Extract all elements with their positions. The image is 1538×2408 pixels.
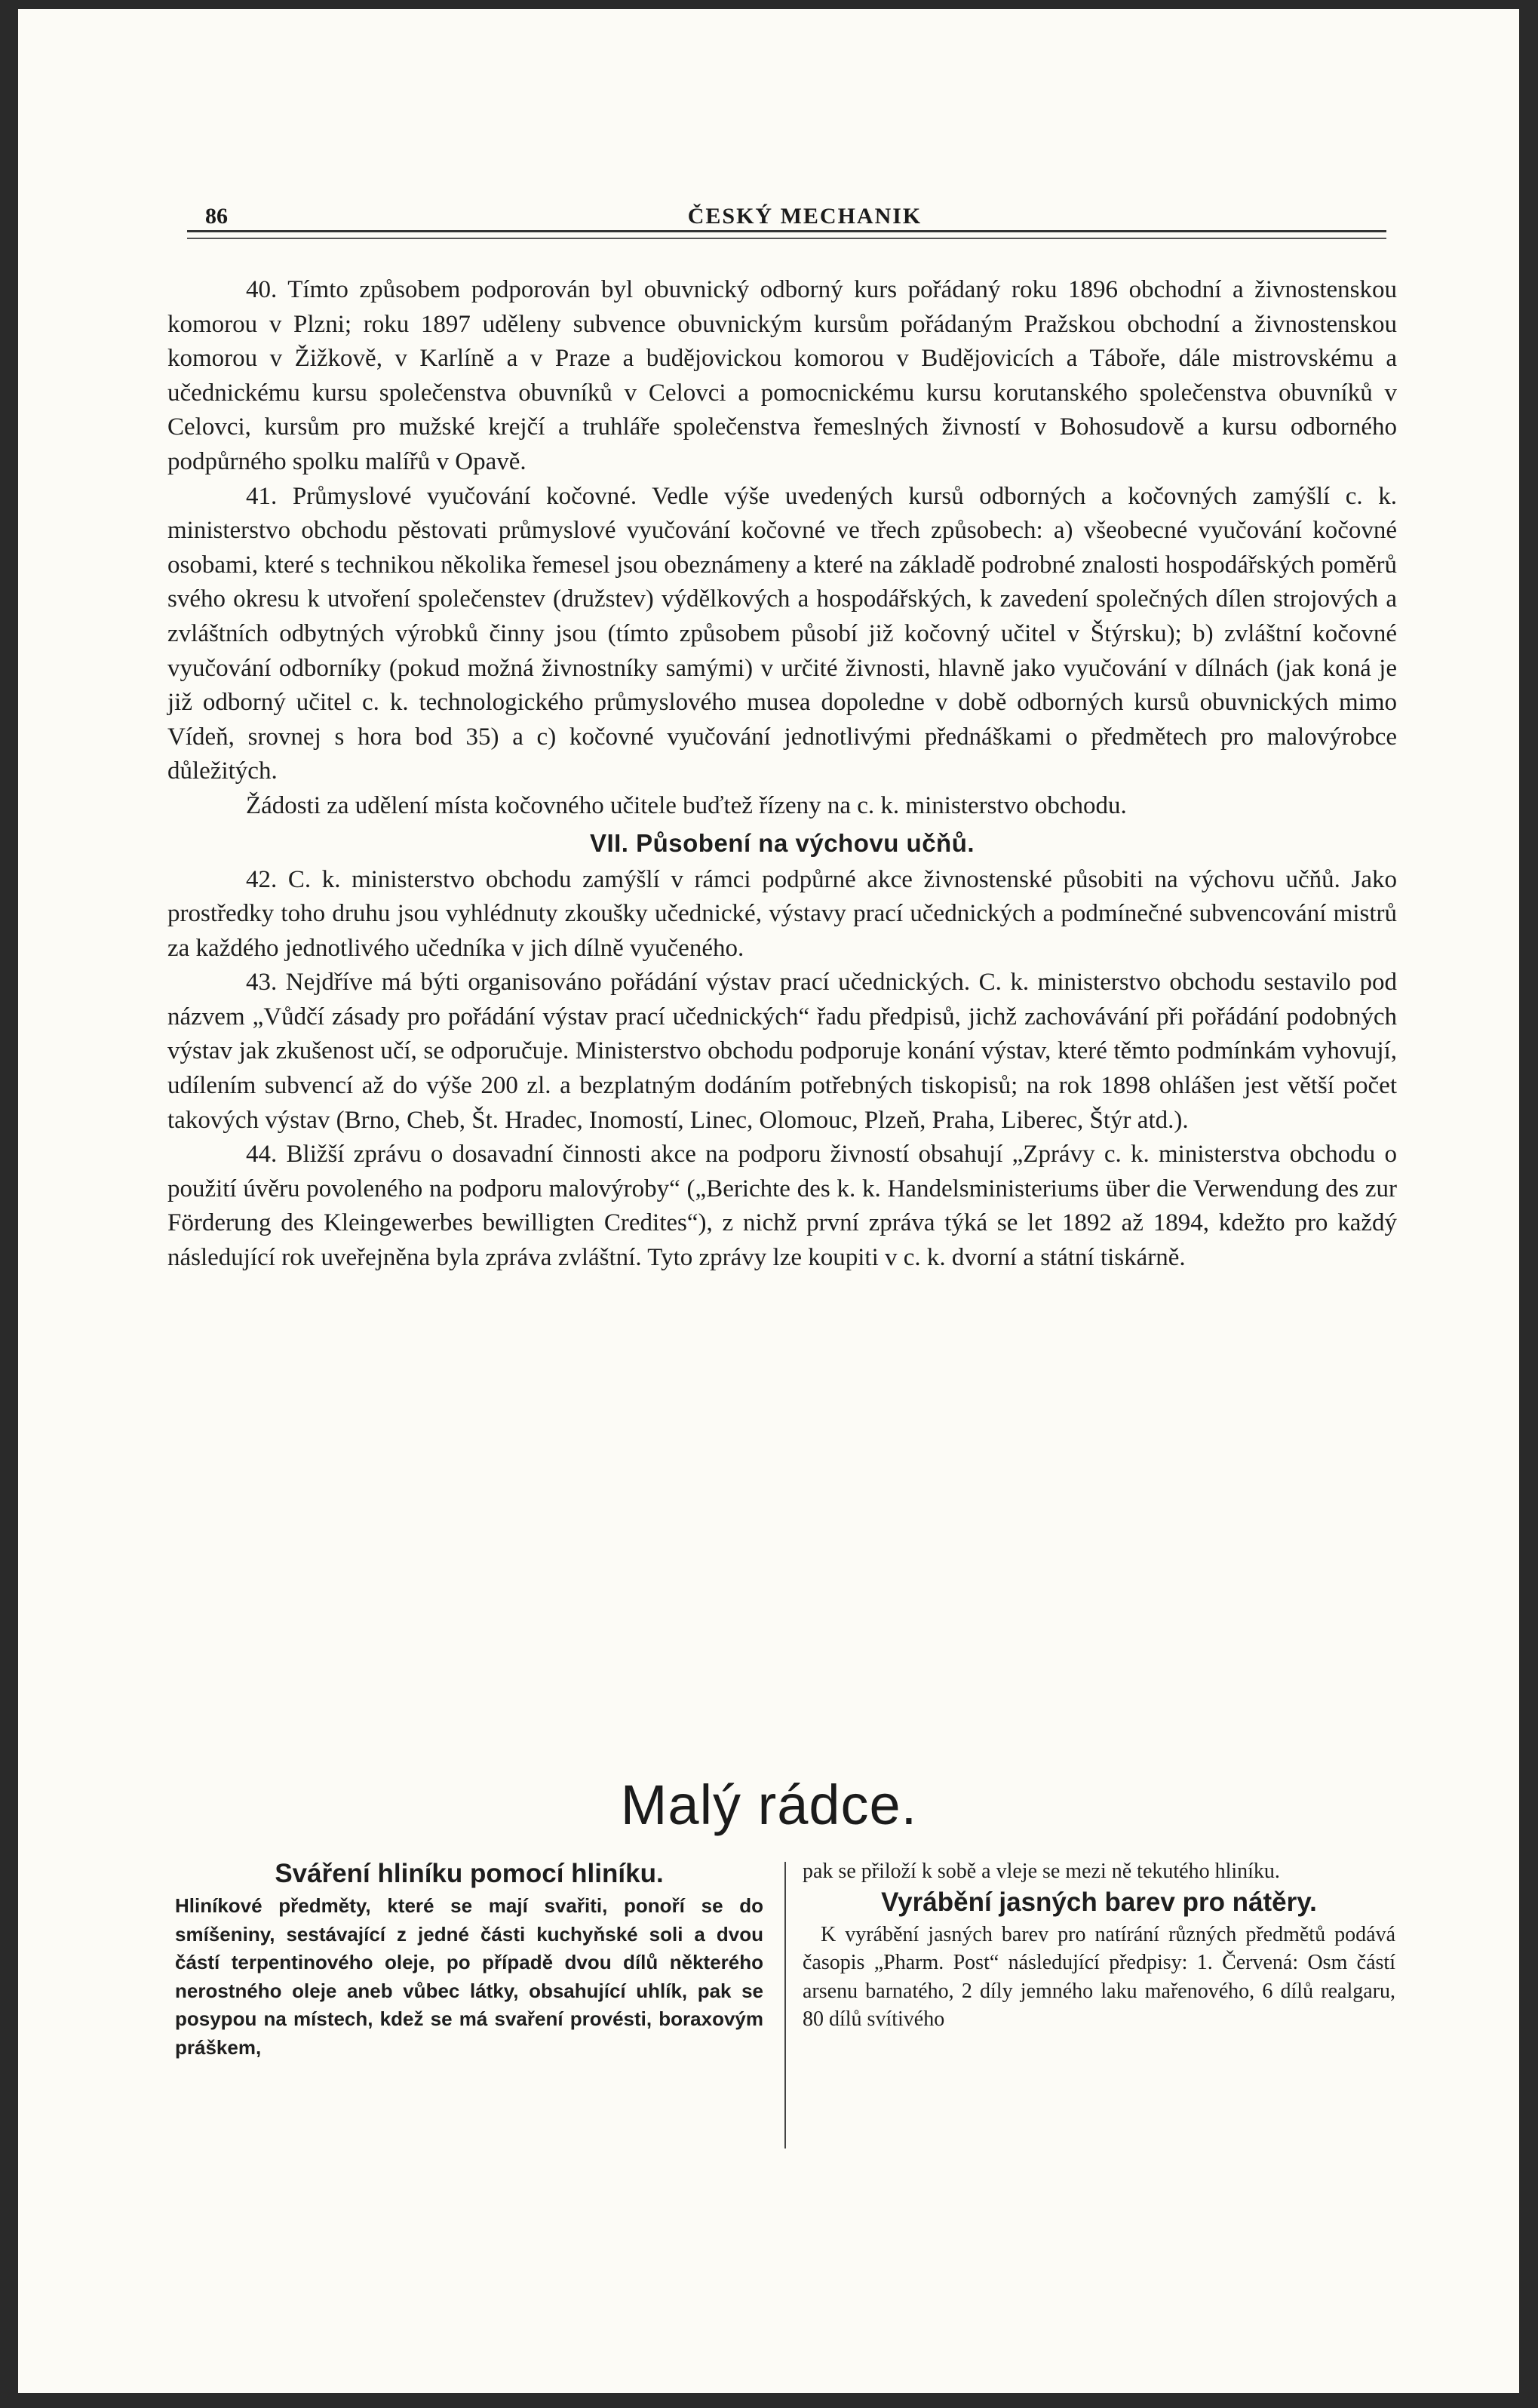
left-column-heading: Sváření hliníku pomocí hliníku.: [275, 1859, 664, 1888]
right-column: [803, 1857, 1395, 2034]
header-rule-thin: [187, 238, 1386, 239]
paragraph-41: 41. Průmyslové vyučování kočovné. Vedle výše uvedených kursů odborných a kočovných zamýšlí c. k. ministerstvo obchodu pěstovati průmyslové vyučování kočovné ve třech způsobech: a) všeobecné vyučování kočovné osobami, které s technikou několika řemesel jsou obeznámeny a které na základě podrobné znalosti hospodářských poměrů svého okresu k utvoření společenstev (družstev) výdělkových a hospodářských, k zavedení společných dílen strojových a zvláštních odbytných výrobků činny jsou (tímto způsobem působí již kočovný učitel v Štýrsku); b) zvláštní kočovné vyučování odborníky (pokud možná živnostníky samými) v určité živnosti, hlavně jako vyučování v dílnách (jak koná je již odborný učitel c. k. technologického průmyslového musea dopoledne v době odborných kursů obuvnických mimo Vídeň, srovnej s hora bod 35) a c) kočovné vyučování jednotlivými přednáškami o předmětech pro malovýrobce důležitých.: [167, 482, 1397, 785]
paragraph-44: 44. Bližší zprávu o dosavadní činnosti akce na podporu živností obsahují „Zprávy c. k. ministerstva obchodu o použití úvěru povoleného na podporu malovýroby“ („Berichte des k. k. Handelsministeriums über die Verwendung des zur Förderung des Kleingewerbes bewilligten Credites“), z nichž první zpráva týká se let 1892 až 1894, kdežto pro každý následující rok uveřejněna byla zpráva zvláštní. Tyto zprávy lze koupiti v c. k. dvorní a státní tiskárně.: [167, 1141, 1397, 1272]
right-column-heading: Vyrábění jasných barev pro nátěry.: [881, 1887, 1317, 1917]
paragraph-40: 40. Tímto způsobem podporován byl obuvnický odborný kurs pořádaný roku 1896 obchodní a živnostenskou komorou v Plzni; roku 1897 uděleny subvence obuvnickým kursům pořádaným Pražskou obchodní a živnostenskou komorou v Žižkově, v Karlíně a v Praze a budějovickou komorou v Budějovicích a Táboře, dále mistrovskému a učednickému kursu společenstva obuvníků v Celovci a pomocnickému kursu korutanského společenstva obuvníků v Celovci, kursům pro mužské krejčí a truhláře společenstva řemeslných živností v Bohosudově a kursu odborného podpůrného spolku malířů v Opavě.: [167, 276, 1397, 475]
journal-title: ČESKÝ MECHANIK: [687, 204, 922, 229]
left-column-text: Hliníkové předměty, které se mají svařiti, ponoří se do smíšeniny, sestávající z jedné části kuchyňské soli a dvou částí terpentinového oleje, po případě dvou dílů některého nerostného oleje aneb vůbec látky, obsahující uhlík, pak se posypou na místech, kdež se má svaření provésti, boraxovým práškem,: [175, 1894, 763, 2059]
right-column-text: K vyrábění jasných barev pro natírání různých předmětů podává časopis „Pharm. Post“ následující předpisy: 1. Červená: Osm částí arsenu barnatého, 2 díly jemného laku mařenového, 6 dílů realgaru, 80 dílů svítivého: [803, 1922, 1395, 2031]
rubric-title: Malý rádce.: [620, 1774, 918, 1836]
page-number: 86: [205, 204, 228, 229]
section-heading: VII. Působení na výchovu učňů.: [589, 828, 975, 857]
header-rule-thick: [187, 230, 1386, 232]
main-text: [167, 273, 1397, 1276]
page-header: [205, 204, 1404, 234]
left-column: [175, 1857, 763, 2062]
paragraph-42: 42. C. k. ministerstvo obchodu zamýšlí v rámci podpůrné akce živnostenské působiti na výchovu učňů. Jako prostředky toho druhu jsou vyhlédnuty zkoušky učednické, výstavy prací učednických a podmínečné subvencování mistrů za každého jednotlivého učedníka v jich dílně vyučeného.: [167, 865, 1397, 962]
paragraph-43: 43. Nejdříve má býti organisováno pořádání výstav prací učednických. C. k. ministerstvo obchodu sestavilo pod názvem „Vůdčí zásady pro pořádání výstav prací učednických“ řadu předpisů, jichž zachovávání při pořádání podobných výstav jak zkušenost učí, se odporučuje. Ministerstvo obchodu podporuje konání výstav, které těmto podmínkám vyhovují, udílením subvencí až do výše 200 zl. a bezplatným dodáním potřebných tiskopisů; na rok 1898 ohlášen jest větší počet takových výstav (Brno, Cheb, Št. Hradec, Inomostí, Linec, Olomouc, Plzeň, Praha, Liberec, Štýr atd.).: [167, 969, 1397, 1134]
paragraph-zadosti: Žádosti za udělení místa kočovného učitele buďtež řízeny na c. k. ministerstvo obchodu.: [246, 791, 1127, 819]
right-column-continuation: pak se přiloží k sobě a vleje se mezi ně tekutého hliníku.: [803, 1860, 1280, 1883]
column-divider: [784, 1862, 786, 2148]
